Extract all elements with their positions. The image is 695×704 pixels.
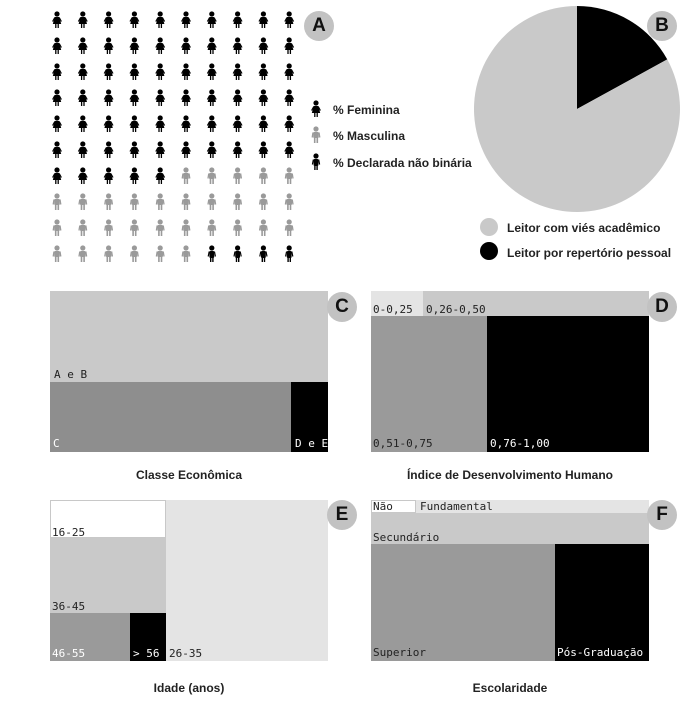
female-figure-icon [78, 37, 87, 54]
male-figure-icon [79, 245, 87, 262]
female-figure-icon [285, 115, 294, 132]
male-figure-icon [53, 193, 61, 210]
female-figure-icon [156, 115, 165, 132]
label-f-secundario: Secundário [373, 531, 440, 544]
female-figure-icon [78, 167, 87, 184]
female-figure-icon [233, 11, 242, 28]
female-figure-icon [233, 141, 242, 158]
female-figure-icon [104, 141, 113, 158]
male-figure-icon [156, 219, 164, 236]
nonbinary-figure-icon [286, 245, 293, 262]
female-figure-icon [130, 37, 139, 54]
female-figure-icon [78, 141, 87, 158]
male-figure-icon [53, 219, 61, 236]
male-figure-icon [234, 219, 242, 236]
legend-feminina: % Feminina [333, 103, 400, 117]
female-figure-icon [259, 115, 268, 132]
female-figure-icon [233, 63, 242, 80]
female-figure-icon [285, 89, 294, 106]
male-figure-icon [208, 193, 216, 210]
nonbinary-figure-icon [312, 153, 319, 170]
male-figure-icon [131, 245, 139, 262]
male-figure-icon [260, 193, 268, 210]
treemap-f-pos-graduacao [555, 544, 649, 661]
female-figure-icon [53, 63, 62, 80]
label-d-026-050: 0,26-0,50 [426, 303, 486, 316]
female-figure-icon [53, 89, 62, 106]
female-figure-icon [182, 115, 191, 132]
legend-dot-repertorio [480, 242, 498, 260]
label-c-d-e-e: D e E [295, 437, 329, 450]
male-figure-icon [156, 245, 164, 262]
female-figure-icon [156, 11, 165, 28]
female-figure-icon [104, 63, 113, 80]
male-figure-icon [312, 126, 320, 143]
title-f: Escolaridade [472, 681, 548, 695]
female-figure-icon [285, 11, 294, 28]
badge-b: B [647, 11, 677, 41]
female-figure-icon [312, 100, 321, 117]
male-figure-icon [260, 219, 268, 236]
male-figure-icon [285, 193, 293, 210]
nonbinary-figure-icon [208, 245, 215, 262]
female-figure-icon [130, 11, 139, 28]
female-figure-icon [207, 37, 216, 54]
female-figure-icon [156, 89, 165, 106]
female-figure-icon [130, 89, 139, 106]
label-e-56: > 56 [133, 647, 160, 660]
female-figure-icon [156, 63, 165, 80]
badge-d: D [647, 292, 677, 322]
male-figure-icon [131, 219, 139, 236]
female-figure-icon [104, 167, 113, 184]
male-figure-icon [79, 219, 87, 236]
label-f-pos-graduacao: Pós-Graduação [557, 646, 644, 659]
badge-e: E [327, 500, 357, 530]
badge-f: F [647, 500, 677, 530]
legend-a [305, 95, 335, 180]
title-d: Índice de Desenvolvimento Humano [406, 468, 614, 482]
female-figure-icon [233, 115, 242, 132]
female-figure-icon [156, 141, 165, 158]
pictogram-panel-a [0, 0, 300, 275]
label-f-fundamental: Fundamental [420, 500, 493, 513]
female-figure-icon [130, 115, 139, 132]
female-figure-icon [182, 141, 191, 158]
treemap-c-c [50, 382, 291, 452]
male-figure-icon [156, 193, 164, 210]
female-figure-icon [78, 115, 87, 132]
label-e-26-35: 26-35 [169, 647, 203, 660]
female-figure-icon [104, 11, 113, 28]
badge-c: C [327, 292, 357, 322]
female-figure-icon [259, 37, 268, 54]
female-figure-icon [259, 141, 268, 158]
label-d-0-025: 0-0,25 [373, 303, 413, 316]
title-c: Classe Econômica [135, 468, 243, 482]
male-figure-icon [182, 193, 190, 210]
male-figure-icon [182, 167, 190, 184]
label-c-a-e-b: A e B [54, 368, 88, 381]
treemap-d-051-075 [371, 316, 487, 452]
male-figure-icon [53, 245, 61, 262]
female-figure-icon [156, 37, 165, 54]
female-figure-icon [182, 11, 191, 28]
female-figure-icon [130, 141, 139, 158]
female-figure-icon [78, 11, 87, 28]
treemap-f-superior [371, 544, 555, 661]
female-figure-icon [78, 89, 87, 106]
legend-masculina: % Masculina [333, 129, 406, 143]
legend-dot-academico [480, 218, 498, 236]
label-e-36-45: 36-45 [52, 600, 86, 613]
nonbinary-figure-icon [234, 245, 241, 262]
female-figure-icon [285, 37, 294, 54]
female-figure-icon [182, 37, 191, 54]
treemap-c-a-e-b [50, 291, 328, 382]
female-figure-icon [207, 11, 216, 28]
male-figure-icon [105, 245, 113, 262]
male-figure-icon [234, 193, 242, 210]
female-figure-icon [182, 63, 191, 80]
female-figure-icon [104, 37, 113, 54]
female-figure-icon [53, 11, 62, 28]
male-figure-icon [182, 219, 190, 236]
label-f-nao: Não [373, 500, 393, 513]
male-figure-icon [208, 219, 216, 236]
male-figure-icon [105, 219, 113, 236]
label-e-16-25: 16-25 [52, 526, 86, 539]
male-figure-icon [234, 167, 242, 184]
female-figure-icon [156, 167, 165, 184]
nonbinary-figure-icon [260, 245, 267, 262]
title-e: Idade (anos) [153, 681, 225, 695]
female-figure-icon [53, 167, 62, 184]
female-figure-icon [182, 89, 191, 106]
treemap-e-26-35 [166, 500, 328, 661]
female-figure-icon [104, 115, 113, 132]
label-e-46-55: 46-55 [52, 647, 86, 660]
female-figure-icon [78, 63, 87, 80]
female-figure-icon [207, 115, 216, 132]
female-figure-icon [259, 89, 268, 106]
female-figure-icon [285, 63, 294, 80]
female-figure-icon [207, 141, 216, 158]
male-figure-icon [105, 193, 113, 210]
female-figure-icon [259, 63, 268, 80]
female-figure-icon [130, 63, 139, 80]
female-figure-icon [233, 37, 242, 54]
female-figure-icon [53, 37, 62, 54]
label-f-superior: Superior [373, 646, 426, 659]
male-figure-icon [285, 167, 293, 184]
legend-nao-binaria: % Declarada não binária [333, 156, 472, 170]
male-figure-icon [260, 167, 268, 184]
label-d-076-100: 0,76-1,00 [490, 437, 550, 450]
pie-legend-academico: Leitor com viés acadêmico [507, 221, 661, 235]
female-figure-icon [53, 115, 62, 132]
female-figure-icon [53, 141, 62, 158]
male-figure-icon [182, 245, 190, 262]
female-figure-icon [104, 89, 113, 106]
label-c-c: C [53, 437, 60, 450]
male-figure-icon [285, 219, 293, 236]
female-figure-icon [207, 89, 216, 106]
female-figure-icon [207, 63, 216, 80]
male-figure-icon [208, 167, 216, 184]
male-figure-icon [131, 193, 139, 210]
badge-a: A [304, 11, 334, 41]
male-figure-icon [79, 193, 87, 210]
female-figure-icon [285, 141, 294, 158]
female-figure-icon [130, 167, 139, 184]
treemap-d-076-100 [487, 316, 649, 452]
label-d-051-075: 0,51-0,75 [373, 437, 433, 450]
female-figure-icon [233, 89, 242, 106]
pie-legend-repertorio: Leitor por repertório pessoal [507, 246, 672, 260]
female-figure-icon [259, 11, 268, 28]
